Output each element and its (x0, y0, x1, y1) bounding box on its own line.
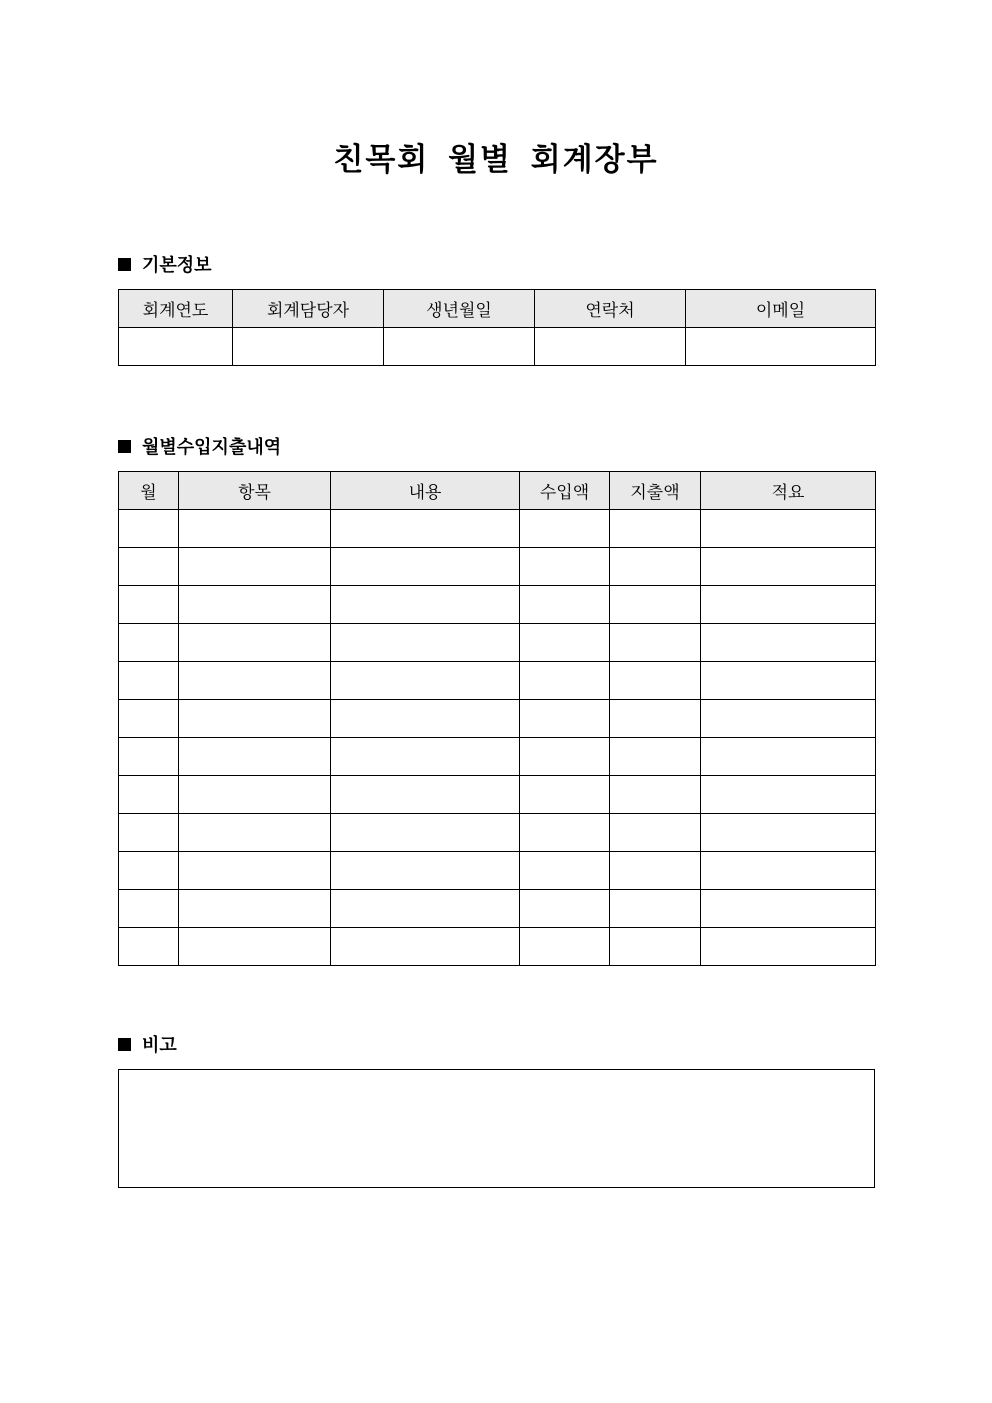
item-cell[interactable] (179, 928, 331, 966)
description-cell[interactable] (331, 814, 520, 852)
note-cell[interactable] (701, 928, 876, 966)
description-cell[interactable] (331, 852, 520, 890)
email-cell[interactable] (686, 328, 876, 366)
month-cell[interactable] (119, 852, 179, 890)
expense-cell[interactable] (610, 624, 701, 662)
table-row (119, 814, 876, 852)
table-row (119, 510, 876, 548)
item-cell[interactable] (179, 700, 331, 738)
square-bullet-icon (118, 1038, 131, 1051)
item-cell[interactable] (179, 890, 331, 928)
note-cell[interactable] (701, 700, 876, 738)
description-cell[interactable] (331, 510, 520, 548)
item-cell[interactable] (179, 814, 331, 852)
section-heading-remarks (118, 1032, 177, 1056)
section-heading-basic-info (118, 252, 212, 276)
income-cell[interactable] (520, 510, 610, 548)
note-cell[interactable] (701, 586, 876, 624)
table-row (119, 738, 876, 776)
section-heading-monthly-ledger (118, 434, 281, 458)
item-cell[interactable] (179, 624, 331, 662)
item-cell[interactable] (179, 852, 331, 890)
month-cell[interactable] (119, 586, 179, 624)
income-cell[interactable] (520, 662, 610, 700)
expense-cell[interactable] (610, 662, 701, 700)
fiscal-year-cell[interactable] (119, 328, 233, 366)
description-cell[interactable] (331, 776, 520, 814)
square-bullet-icon (118, 258, 131, 271)
description-cell[interactable] (331, 586, 520, 624)
column-header: 지출액 (610, 472, 701, 510)
item-cell[interactable] (179, 510, 331, 548)
column-header: 회계연도 (119, 290, 233, 328)
item-cell[interactable] (179, 586, 331, 624)
item-cell[interactable] (179, 776, 331, 814)
month-cell[interactable] (119, 510, 179, 548)
column-header: 적요 (701, 472, 876, 510)
table-row (119, 776, 876, 814)
income-cell[interactable] (520, 586, 610, 624)
expense-cell[interactable] (610, 738, 701, 776)
description-cell[interactable] (331, 928, 520, 966)
item-cell[interactable] (179, 738, 331, 776)
table-row (119, 328, 876, 366)
table-row (119, 890, 876, 928)
note-cell[interactable] (701, 776, 876, 814)
expense-cell[interactable] (610, 852, 701, 890)
table-row (119, 700, 876, 738)
expense-cell[interactable] (610, 928, 701, 966)
month-cell[interactable] (119, 700, 179, 738)
month-cell[interactable] (119, 624, 179, 662)
income-cell[interactable] (520, 776, 610, 814)
income-cell[interactable] (520, 700, 610, 738)
note-cell[interactable] (701, 852, 876, 890)
column-header: 회계담당자 (233, 290, 384, 328)
month-cell[interactable] (119, 548, 179, 586)
income-cell[interactable] (520, 624, 610, 662)
basic-info-table (118, 289, 876, 366)
note-cell[interactable] (701, 814, 876, 852)
expense-cell[interactable] (610, 814, 701, 852)
income-cell[interactable] (520, 852, 610, 890)
column-header: 항목 (179, 472, 331, 510)
column-header: 월 (119, 472, 179, 510)
month-cell[interactable] (119, 890, 179, 928)
item-cell[interactable] (179, 662, 331, 700)
note-cell[interactable] (701, 738, 876, 776)
expense-cell[interactable] (610, 548, 701, 586)
item-cell[interactable] (179, 548, 331, 586)
month-cell[interactable] (119, 814, 179, 852)
description-cell[interactable] (331, 624, 520, 662)
note-cell[interactable] (701, 510, 876, 548)
note-cell[interactable] (701, 624, 876, 662)
note-cell[interactable] (701, 548, 876, 586)
table-row (119, 548, 876, 586)
section-heading-label: 비고 (142, 1035, 177, 1056)
income-cell[interactable] (520, 738, 610, 776)
monthly-ledger-table (118, 471, 876, 966)
income-cell[interactable] (520, 928, 610, 966)
month-cell[interactable] (119, 928, 179, 966)
section-heading-label: 월별수입지출내역 (142, 437, 282, 458)
contact-cell[interactable] (535, 328, 686, 366)
column-header: 수입액 (520, 472, 610, 510)
section-heading-label: 기본정보 (142, 255, 212, 276)
month-cell[interactable] (119, 776, 179, 814)
table-header-row (119, 472, 876, 510)
expense-cell[interactable] (610, 776, 701, 814)
birth-date-cell[interactable] (384, 328, 535, 366)
income-cell[interactable] (520, 890, 610, 928)
note-cell[interactable] (701, 890, 876, 928)
column-header: 내용 (331, 472, 520, 510)
expense-cell[interactable] (610, 890, 701, 928)
column-header: 이메일 (686, 290, 876, 328)
table-row (119, 662, 876, 700)
expense-cell[interactable] (610, 700, 701, 738)
table-row (119, 586, 876, 624)
page-title: 친목회 월별 회계장부 (333, 142, 659, 178)
treasurer-cell[interactable] (233, 328, 384, 366)
column-header: 연락처 (535, 290, 686, 328)
table-header-row (119, 290, 876, 328)
description-cell[interactable] (331, 662, 520, 700)
table-row (119, 624, 876, 662)
income-cell[interactable] (520, 548, 610, 586)
month-cell[interactable] (119, 738, 179, 776)
month-cell[interactable] (119, 662, 179, 700)
ledger-body (119, 510, 876, 966)
note-cell[interactable] (701, 662, 876, 700)
column-header: 생년월일 (384, 290, 535, 328)
income-cell[interactable] (520, 814, 610, 852)
square-bullet-icon (118, 440, 131, 453)
description-cell[interactable] (331, 890, 520, 928)
expense-cell[interactable] (610, 586, 701, 624)
description-cell[interactable] (331, 738, 520, 776)
description-cell[interactable] (331, 700, 520, 738)
expense-cell[interactable] (610, 510, 701, 548)
remarks-box[interactable] (118, 1069, 875, 1188)
table-row (119, 928, 876, 966)
description-cell[interactable] (331, 548, 520, 586)
table-row (119, 852, 876, 890)
